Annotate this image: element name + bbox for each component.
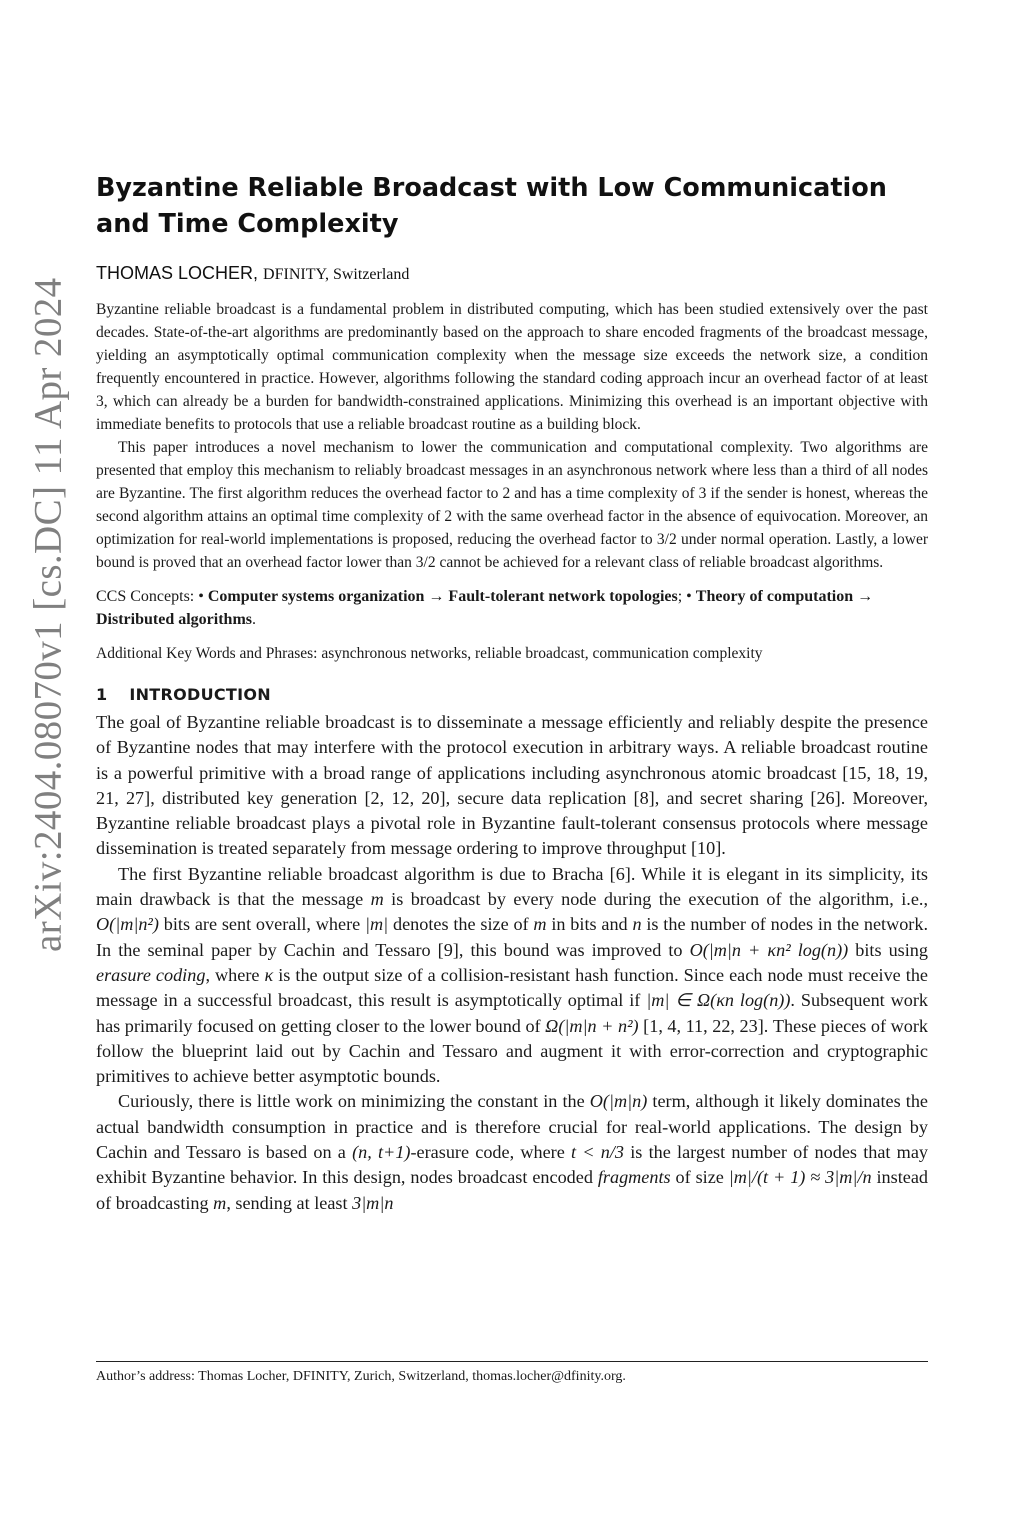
text-run: The first Byzantine reliable broadcast algorithm is due to Bracha [6]. While it is elegant in its simplicity, its main drawback is that the message: [96, 863, 928, 910]
math-expression: O(|m|n): [589, 1091, 648, 1112]
ccs-concept-2: Theory of computation → Distributed algorithms: [96, 588, 874, 628]
footnote-rule: [96, 1361, 928, 1362]
text-run: is broadcast by every node during the execution of the algorithm, i.e.,: [383, 889, 928, 910]
text-run: of size: [670, 1167, 729, 1188]
text-run: in bits and: [546, 914, 633, 935]
math-expression: |m|/(t + 1) ≈ 3|m|/n: [728, 1167, 872, 1188]
text-run: is the output size of a collision-resistant hash function. Since each node must receive the message in a successful broadcast, this result is asymptotically optimal if: [96, 964, 928, 1011]
text-run: Curiously, there is little work on minimizing the constant in the: [118, 1091, 590, 1112]
author-address: Author’s address: Thomas Locher, DFINITY, Zurich, Switzerland, thomas.locher@dfinity.org.: [96, 1369, 626, 1384]
abstract-paragraph-1: Byzantine reliable broadcast is a fundamental problem in distributed computing, which has been studied extensively over the past decades. State-of-the-art algorithms are predominantly based on the approach to share encoded fragments of the broadcast message, yielding an asymptotically optimal communication complexity when the message size exceeds the network size, a condition frequently encountered in practice. However, algorithms following the standard coding approach incur an overhead factor of at least 3, which can already be a burden for bandwidth-constrained applications. Minimizing this overhead is an important objective with immediate benefits to protocols that use a reliable broadcast routine as a building block.: [96, 301, 928, 433]
math-kappa: κ: [264, 964, 274, 985]
ccs-separator: ; •: [677, 588, 692, 605]
text-run: , where: [205, 964, 265, 985]
math-m: m: [533, 914, 547, 935]
math-expression: |m| ∈ Ω(κn log(n)): [646, 990, 791, 1011]
paper-title: Byzantine Reliable Broadcast with Low Communication and Time Complexity: [96, 173, 887, 239]
text-run: [1, 4, 11, 22, 23]. These pieces of work follow the blueprint laid out by Cachin and Tessaro and augment it with error-correction and cryptographic primitives to achieve better asymptotic bounds.: [96, 1015, 928, 1087]
text-run: , sending at least: [226, 1192, 353, 1213]
math-expression: O(|m|n + κn² log(n)): [689, 939, 849, 960]
introduction-text: [96, 710, 928, 1216]
footnote: [96, 1361, 928, 1386]
math-m: m: [213, 1192, 227, 1213]
math-expression: |m|: [365, 914, 389, 935]
math-n: n: [632, 914, 642, 935]
math-expression: t < n/3: [571, 1142, 625, 1163]
text-run: term, although it likely dominates the actual bandwidth consumption in practice and is therefore crucial for real-world applications. The design by Cachin and Tessaro is based on a: [96, 1091, 928, 1163]
math-expression: (n, t+1): [352, 1142, 411, 1163]
text-run: bits are sent overall, where: [158, 914, 366, 935]
section-title: INTRODUCTION: [129, 685, 271, 704]
section-number: 1: [96, 685, 108, 704]
math-expression: 3|m|n: [352, 1192, 394, 1213]
keywords: Additional Key Words and Phrases: asynchronous networks, reliable broadcast, communication complexity: [96, 645, 763, 662]
author-name: THOMAS LOCHER,: [96, 263, 259, 283]
text-run: is the largest number of nodes that may exhibit Byzantine behavior. In this design, nodes broadcast encoded: [96, 1142, 929, 1188]
math-m: m: [370, 889, 384, 910]
ccs-concept-1: Computer systems organization → Fault-tolerant network topologies: [207, 588, 678, 605]
intro-paragraph-2: [96, 862, 928, 1090]
abstract-paragraph-2: This paper introduces a novel mechanism to lower the communication and computational complexity. Two algorithms are presented that employ this mechanism to reliably broadcast messages in an asynchronous network where less than a third of all nodes are Byzantine. The first algorithm reduces the overhead factor to 2 and has a time complexity of 3 if the sender is honest, whereas the second algorithm attains an optimal time complexity of 2 with the same overhead factor in the absence of equivocation. Moreover, an optimization for real-world implementations is proposed, reducing the overhead factor to 3/2 under normal operation. Lastly, a lower bound is proved that an overhead factor lower than 3/2 cannot be achieved for a relevant class of reliable broadcast algorithms.: [96, 439, 928, 571]
text-run: bits using: [848, 939, 928, 960]
ccs-label: CCS Concepts: •: [96, 588, 204, 605]
intro-paragraph-1: The goal of Byzantine reliable broadcast is to disseminate a message efficiently and reliably despite the presence of Byzantine nodes that may interfere with the protocol execution in arbitrary ways. A reliable broadcast routine is a powerful primitive with a broad range of applications including asynchronous atomic broadcast [15, 18, 19, 21, 27], distributed key generation [2, 12, 20], secure data replication [8], and secret sharing [26]. Moreover, Byzantine reliable broadcast plays a pivotal role in Byzantine fault-tolerant consensus protocols where message dissemination is treated separately from message ordering to improve throughput [10].: [96, 712, 928, 859]
intro-paragraph-3: [96, 1089, 928, 1215]
arxiv-identifier: arXiv:2404.08070v1 [cs.DC] 11 Apr 2024: [26, 277, 70, 953]
ccs-concepts: [96, 585, 928, 631]
abstract: [96, 298, 928, 574]
section-heading: [96, 685, 928, 704]
author-line: [96, 263, 928, 284]
emphasis: erasure coding: [96, 964, 206, 985]
text-run: -erasure code, where: [410, 1142, 572, 1163]
math-expression: Ω(|m|n + n²): [545, 1015, 639, 1036]
text-run: . Subsequent work has primarily focused on getting closer to the lower bound of: [96, 990, 928, 1036]
text-run: denotes the size of: [388, 914, 534, 935]
emphasis: fragments: [597, 1167, 671, 1188]
ccs-end: .: [252, 611, 256, 628]
text-run: is the number of nodes in the network. In the seminal paper by Cachin and Tessaro [9], this bound was improved to: [96, 914, 929, 960]
author-affiliation: DFINITY, Switzerland: [263, 266, 410, 283]
paper-body: [96, 170, 928, 1216]
math-expression: O(|m|n²): [96, 914, 159, 935]
text-run: instead of broadcasting: [96, 1167, 928, 1213]
